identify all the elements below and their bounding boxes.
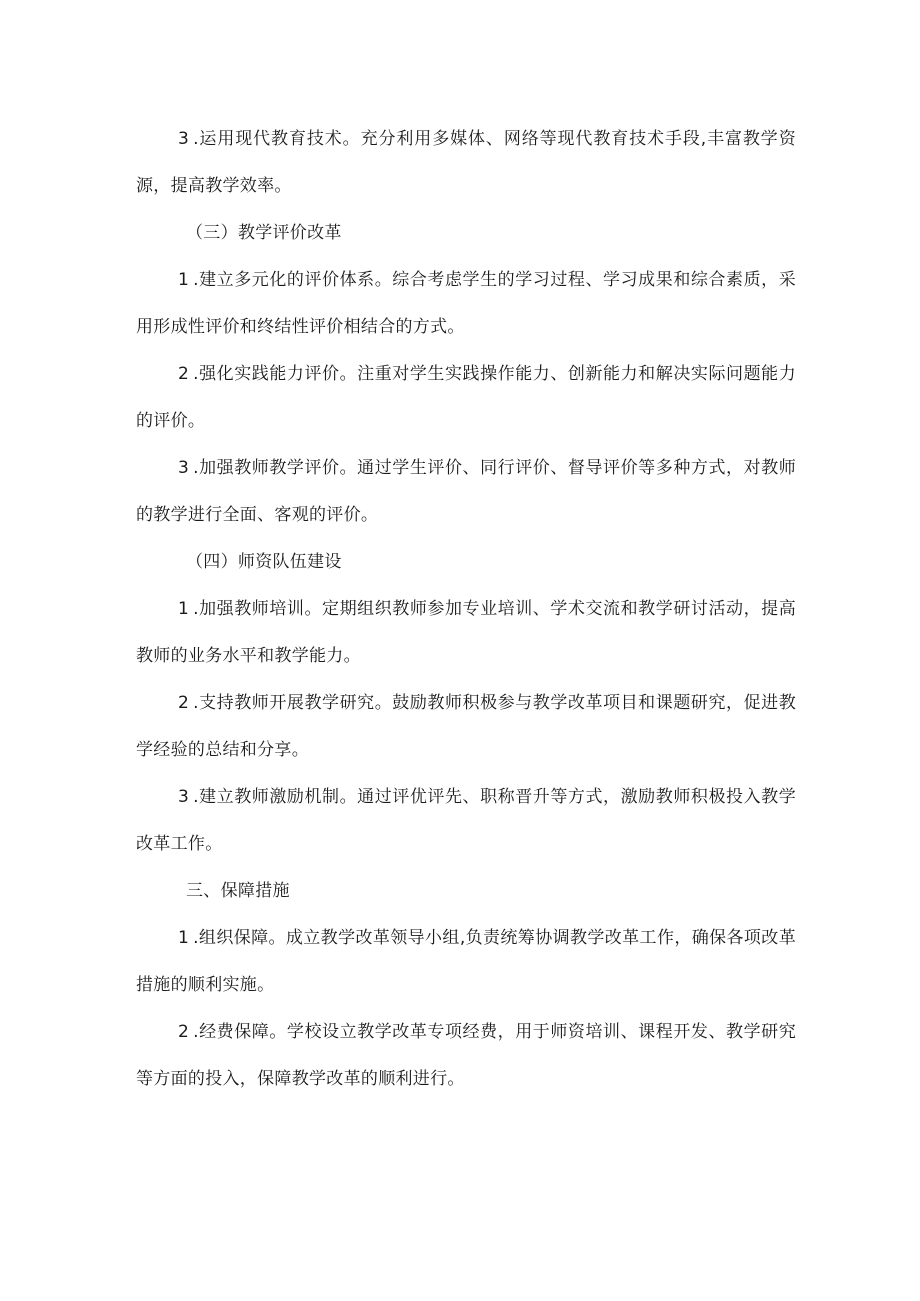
item-number: 1 bbox=[178, 928, 190, 948]
paragraph-text: .建立多元化的评价体系。综合考虑学生的学习过程、学习成果和综合素质，采用形成性评价和终结性评价相结合的方式。 bbox=[136, 270, 796, 337]
item-number: 2 bbox=[178, 364, 190, 384]
item-number: 3 bbox=[178, 458, 190, 478]
paragraph-1-organizational-safeguard bbox=[136, 915, 796, 1009]
item-number: 2 bbox=[178, 693, 190, 713]
paragraph-text: .组织保障。成立教学改革领导小组,负责统筹协调教学改革工作，确保各项改革措施的顺利实施。 bbox=[136, 928, 796, 995]
item-number: 3 bbox=[178, 129, 190, 149]
paragraph-1-diverse-evaluation bbox=[136, 257, 796, 351]
paragraph-3-modern-tech bbox=[136, 116, 796, 210]
paragraph-text: .经费保障。学校设立教学改革专项经费，用于师资培训、课程开发、教学研究等方面的投入，保障教学改革的顺利进行。 bbox=[136, 1022, 796, 1089]
paragraph-text: .加强教师教学评价。通过学生评价、同行评价、督导评价等多种方式，对教师的教学进行全面、客观的评价。 bbox=[136, 458, 796, 525]
paragraph-3-incentive-mechanism bbox=[136, 774, 796, 868]
paragraph-2-funding-safeguard bbox=[136, 1009, 796, 1103]
item-number: 2 bbox=[178, 1022, 190, 1042]
section-heading-teaching-evaluation: （三）教学评价改革 bbox=[186, 223, 342, 243]
paragraph-2-teaching-research bbox=[136, 680, 796, 774]
item-number: 3 bbox=[178, 787, 190, 807]
paragraph-3-teacher-evaluation bbox=[136, 445, 796, 539]
document-body bbox=[136, 116, 796, 1103]
paragraph-text: .加强教师培训。定期组织教师参加专业培训、学术交流和教学研讨活动，提高教师的业务水平和教学能力。 bbox=[136, 599, 796, 666]
paragraph-text: .强化实践能力评价。注重对学生实践操作能力、创新能力和解决实际问题能力的评价。 bbox=[136, 364, 796, 431]
section-heading-faculty-building: （四）师资队伍建设 bbox=[186, 552, 342, 572]
paragraph-text: .建立教师激励机制。通过评优评先、职称晋升等方式，激励教师积极投入教学改革工作。 bbox=[136, 787, 796, 854]
item-number: 1 bbox=[178, 270, 190, 290]
section-heading-safeguards: 三、保障措施 bbox=[186, 881, 290, 901]
paragraph-text: .运用现代教育技术。充分利用多媒体、网络等现代教育技术手段,丰富教学资源，提高教学效率。 bbox=[136, 129, 796, 196]
paragraph-text: .支持教师开展教学研究。鼓励教师积极参与教学改革项目和课题研究，促进教学经验的总结和分享。 bbox=[136, 693, 796, 760]
paragraph-2-practice-evaluation bbox=[136, 351, 796, 445]
item-number: 1 bbox=[178, 599, 190, 619]
paragraph-1-teacher-training bbox=[136, 586, 796, 680]
